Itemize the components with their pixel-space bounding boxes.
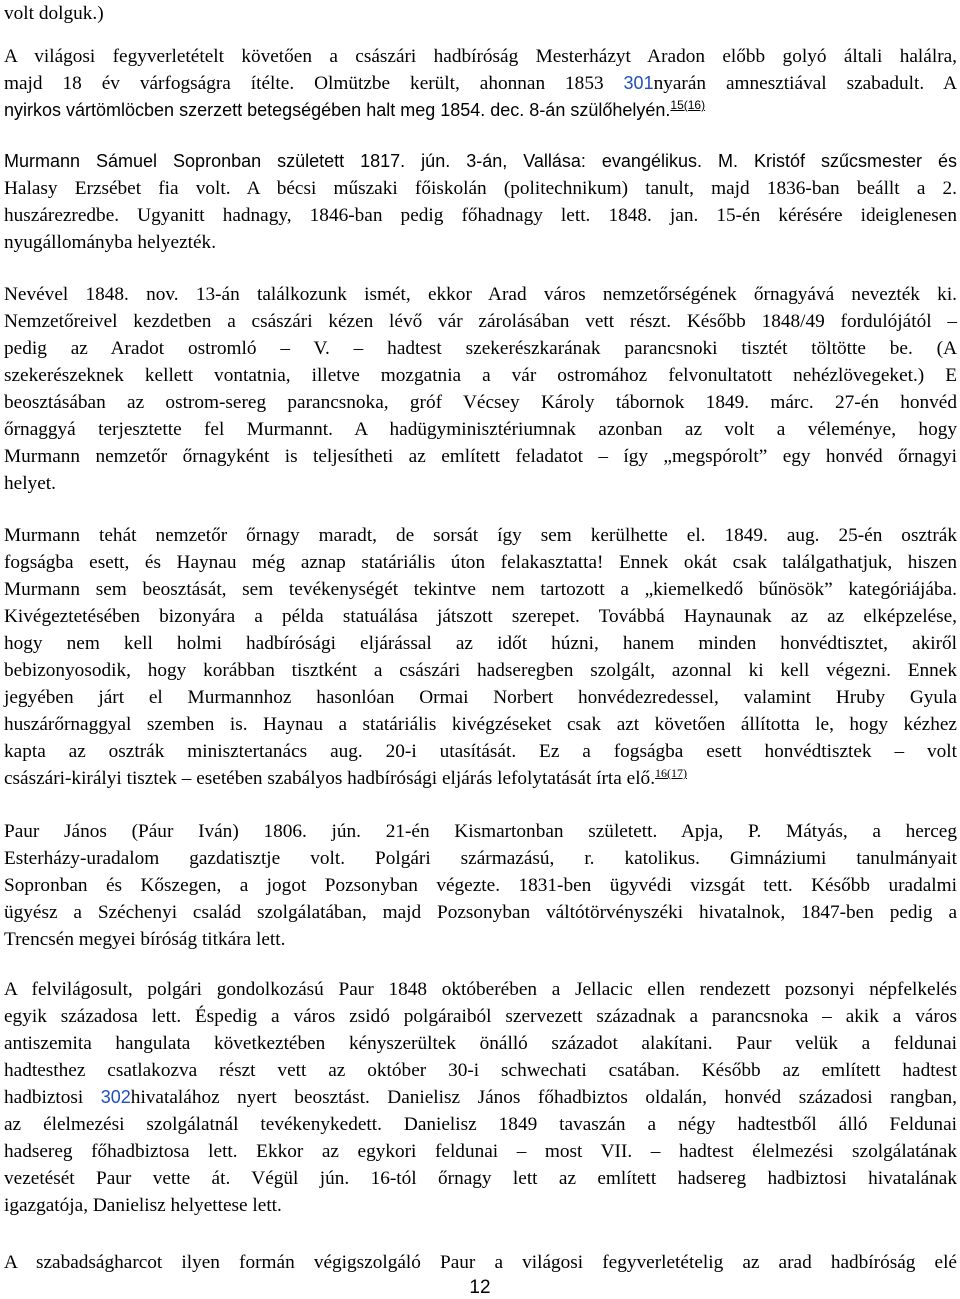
page-number: 12 xyxy=(469,1277,491,1298)
text-line: hadsereg főhadbiztosa lett. Ekkor az egykori feldunai – most VII. – hadtest élelmezési szolgálatának xyxy=(4,1141,957,1162)
text-line: Nemzetőreivel kezdetben a császári kézen lévő vár zárolásában vett részt. Később 1848/49 fordulójától – xyxy=(4,311,957,332)
text-line: Sopronban és Kőszegen, a jogot Pozsonyban végezte. 1831-ben ügyvédi vizsgát tett. Később uradalmi xyxy=(4,875,957,896)
text-line: Halasy Erzsébet fia volt. A bécsi műszaki főiskolán (politechnikum) tanult, majd 1836-ban beállt a 2. xyxy=(4,178,957,199)
text-line: antiszemita hangulata következtében kényszerültek önálló századot alakítani. Paur velük a feldunai xyxy=(4,1033,957,1054)
text-line: Murmann sem beosztását, sem tevékenységét tekintve nem tartozott a „kiemelkedő bűnösök” kategóriájába. xyxy=(4,579,957,600)
paragraph-paur-end xyxy=(4,1249,957,1276)
text-run: nyarán amnesztiával szabadult. A xyxy=(653,73,957,94)
text-run: nyirkos vártömlöcben szerzett betegségében halt meg 1854. dec. 8-án szülőhelyén. xyxy=(4,100,671,120)
text-line: pedig az Aradot ostromló – V. – hadtest szekerészkarának parancsnoki tisztét töltötte be. (A xyxy=(4,338,957,359)
text-line: Paur János (Páur Iván) 1806. jún. 21-én Kismartonban született. Apja, P. Mátyás, a herceg xyxy=(4,821,957,842)
text-line: ügyész a Széchenyi család szolgálatában, majd Pozsonyban váltótörvényszéki hivatalnok, 1847-ben pedig a xyxy=(4,902,957,923)
paragraph-fragment-top xyxy=(4,0,957,27)
text-line: Kivégeztetésében bizonyára a példa statuálása játszott szerepet. Továbbá Haynaunak az az elképzelése, xyxy=(4,606,957,627)
page-marker: 301 xyxy=(623,73,654,93)
text-line: Murmann tehát nemzetőr őrnagy maradt, de sorsát így sem kerülhette el. 1849. aug. 25-én osztrák xyxy=(4,525,957,546)
text-line: vezetését Paur vette át. Végül jún. 16-tól őrnagy lett az említett hadsereg hadbiztosi hivatalának xyxy=(4,1168,957,1189)
paragraph-murmann-career xyxy=(4,281,957,497)
text-run: majd 18 év várfogságra ítélte. Olmützbe került, ahonnan 1853 xyxy=(4,73,624,94)
text-line: hadtesthez csatlakozva részt vett az október 30-i schwechati csatában. Később az említett hadtest xyxy=(4,1060,957,1081)
paragraph-murmann-fate xyxy=(4,522,957,792)
paragraph-paur-intro xyxy=(4,818,957,953)
text-line: egyik századosa lett. Éspedig a város zsidó polgáraiból szervezett századnak a parancsnoka – akik a város xyxy=(4,1006,957,1027)
text-line xyxy=(4,765,957,792)
text-line: beosztásában az ostrom-sereg parancsnoka, gróf Vécsey Károly tábornok 1849. márc. 27-én honvéd xyxy=(4,392,957,413)
text-line xyxy=(4,97,957,124)
text-line: A szabadságharcot ilyen formán végigszolgáló Paur a világosi fegyverletételig az arad hadbíróság elé xyxy=(4,1252,957,1273)
text-line: Trencsén megyei bíróság titkára lett. xyxy=(4,929,286,950)
text-line: az élelmezési szolgálatnál tevékenykedett. Danielisz 1849 tavaszán a négy hadtestből álló Feldunai xyxy=(4,1114,957,1135)
text-line xyxy=(4,1084,957,1111)
text-line: igazgatója, Danielisz helyettese lett. xyxy=(4,1195,282,1216)
footnote-link[interactable]: 16(17) xyxy=(655,766,688,780)
text-line: helyet. xyxy=(4,473,56,494)
text-line: A világosi fegyverletételt követően a császári hadbíróság Mesterházyt Aradon előbb golyó általi halálra, xyxy=(4,46,957,67)
text-line: szekerészeknek kellett vontatnia, illetve mozgatnia a vár ostromához felvonultatott nehézlövegeket.) E xyxy=(4,365,957,386)
text-line: jegyében járt el Murmannhoz hasonlóan Ormai Norbert honvédezredessel, valamint Hruby Gyula xyxy=(4,687,957,708)
text-line: őrnaggyá terjesztette fel Murmannt. A hadügyminisztériumnak azonban az volt a véleménye, hogy xyxy=(4,419,957,440)
text-line: kapta az osztrák minisztertanács aug. 20-i utasítását. Ez a fogságba esett honvédtisztek – volt xyxy=(4,741,957,762)
paragraph-paur-career xyxy=(4,976,957,1219)
text-line: Murmann Sámuel Sopronban született 1817. jún. 3-án, Vallása: evangélikus. M. Kristóf szűcsmester és xyxy=(4,151,957,171)
text-run: hivatalához nyert beosztást. Danielisz János főhadbiztos oldalán, honvéd századosi rangban, xyxy=(130,1087,957,1108)
text-line: Nevével 1848. nov. 13-án találkozunk ismét, ekkor Arad város nemzetőrségének őrnagyává nevezték ki. xyxy=(4,284,957,305)
text-line: Esterházy-uradalom gazdatisztje volt. Polgári származású, r. katolikus. Gimnáziumi tanulmányait xyxy=(4,848,957,869)
text-line: volt dolguk.) xyxy=(4,3,104,24)
page-marker: 302 xyxy=(100,1087,131,1107)
text-line: huszárőrnaggyal szemben is. Haynau a statáriális kivégzéseket csak azt követően állította le, hogy kézhez xyxy=(4,714,957,735)
text-line: fogságba esett, és Haynau még aznap statáriális úton felakasztatta! Ennek okát csak találgathatjuk, hiszen xyxy=(4,552,957,573)
text-line: hogy nem kell holmi hadbírósági eljárással az időt húzni, hanem minden honvédtisztet, akiről xyxy=(4,633,957,654)
text-run: császári-királyi tisztek – esetében szabályos hadbírósági eljárás lefolytatását írta elő. xyxy=(4,768,656,789)
text-line: A felvilágosult, polgári gondolkozású Paur 1848 októberében a Jellacic ellen rendezett pozsonyi népfelkelés xyxy=(4,979,957,1000)
paragraph-murmann-intro xyxy=(4,148,957,256)
footnote-link[interactable]: 15(16) xyxy=(670,98,706,112)
text-run: hadbiztosi xyxy=(4,1087,101,1108)
text-line xyxy=(4,70,957,97)
paragraph-mesterhazy xyxy=(4,43,957,124)
text-line: huszárezredbe. Ugyanitt hadnagy, 1846-ban pedig főhadnagy lett. 1848. jan. 15-én kérésére ideiglenesen xyxy=(4,205,957,226)
text-line: Murmann nemzetőr őrnagyként is teljesítheti az említett feladatot – így „megspórolt” egy honvéd őrnagyi xyxy=(4,446,957,467)
text-line: bebizonyosodik, hogy korábban tisztként a császári hadseregben szolgált, azonnal ki kell végezni. Ennek xyxy=(4,660,957,681)
text-line: nyugállományba helyezték. xyxy=(4,232,217,253)
